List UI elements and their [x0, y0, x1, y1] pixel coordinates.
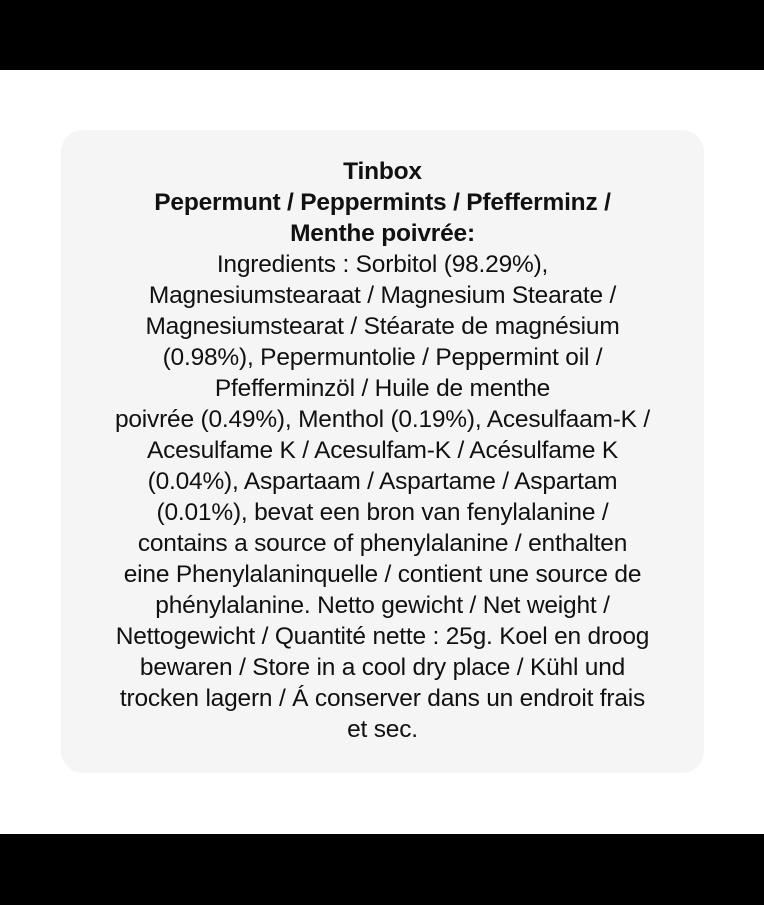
ingredients-line: (0.04%), Aspartaam / Aspartame / Aspartam	[147, 468, 618, 495]
ingredients-text	[81, 249, 684, 745]
ingredients-line: (0.98%), Pepermuntolie / Peppermint oil /	[162, 344, 603, 371]
top-black-bar	[0, 0, 764, 70]
ingredients-line: et sec.	[347, 716, 418, 743]
brand-title: Tinbox	[343, 158, 422, 185]
ingredients-line: trocken lagern / Á conserver dans un endroit frais	[119, 685, 646, 712]
ingredients-line: Acesulfame K / Acesulfam-K / Acésulfame K	[146, 437, 619, 464]
ingredients-line: Pfefferminzöl / Huile de menthe	[214, 375, 551, 402]
ingredients-line: Magnesiumstearaat / Magnesium Stearate /	[148, 282, 617, 309]
ingredients-line: Nettogewicht / Quantité nette : 25g. Koel en droog	[115, 623, 650, 650]
ingredients-line: (0.01%), bevat een bron van fenylalanine /	[156, 499, 609, 526]
ingredients-line: poivrée (0.49%), Menthol (0.19%), Acesulfaam-K /	[114, 406, 651, 433]
product-name-line-1: Pepermunt / Peppermints / Pfefferminz /	[154, 189, 611, 216]
ingredients-label-card	[61, 130, 704, 773]
ingredients-line: phénylalanine. Netto gewicht / Net weight /	[155, 592, 610, 619]
ingredients-line: Magnesiumstearat / Stéarate de magnésium	[145, 313, 620, 340]
ingredients-line: Ingredients : Sorbitol (98.29%),	[216, 251, 549, 278]
bottom-black-bar	[0, 834, 764, 905]
product-name-line-2: Menthe poivrée:	[290, 220, 475, 247]
ingredients-line: contains a source of phenylalanine / enthalten	[137, 530, 628, 557]
ingredients-line: bewaren / Store in a cool dry place / Kühl und	[139, 654, 626, 681]
ingredients-line: eine Phenylalaninquelle / contient une source de	[123, 561, 642, 588]
